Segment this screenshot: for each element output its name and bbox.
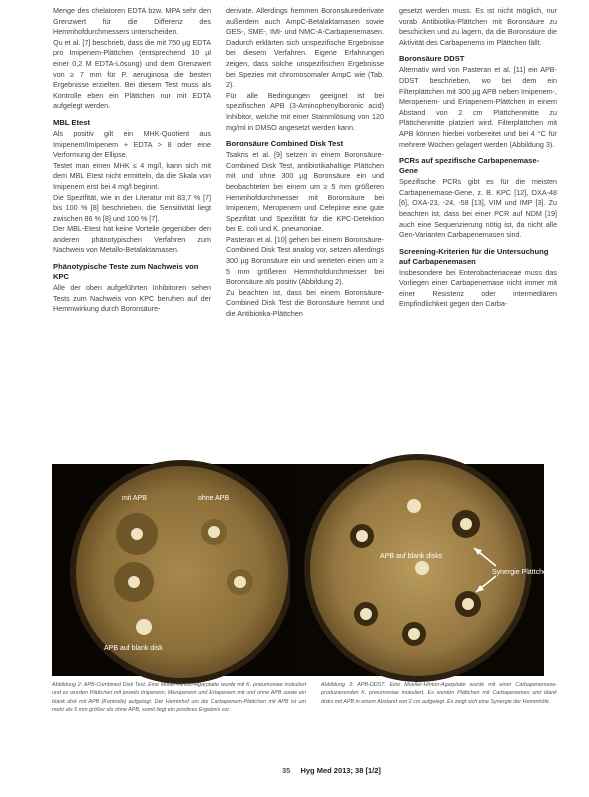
page-footer <box>282 766 381 775</box>
paragraph: Alle der oben aufgeführten Inhibitoren sehen Tests zum Nachweis von KPC beruhen auf der Hemmwirkung durch Boronsäure- <box>53 283 211 314</box>
section-heading: MBL Etest <box>53 117 90 127</box>
paragraph: Zu beachten ist, dass bei einem Boronsäure-Combined Disk Test die Boronsäure hemmt und die Antibiotika-Plättchen <box>226 287 384 319</box>
disk <box>462 598 474 610</box>
paragraph: Für alle Bedingungen geeignet ist bei spezifischen APB (3-Aminophenylboronic acid) Inhibitor, welche mit einer Stammlösung von 120 mg/ml in DMSO angesetzt werden kann. <box>226 90 384 132</box>
paragraph: Alternativ wird von Pasteran et al. [11] ein APB-DDST beschrieben, wo bei dem ein Filterplättchen mit 300 µg APB neben Imipenem-, Meropenem- und Ertapenem-Plättchen in einem Abstand von 2 cm Plättchenmitte zu Plättchenmitte platziert wird. Filterplättchen mit APB können hierbei vorbereitet und bei 4 °C für mehrere Wochen gelagert werden (Abbildung 3). <box>399 65 557 149</box>
disk <box>136 619 152 635</box>
figure-2-caption: Abbildung 2: APB-Combined Disk Test. Eine Muller-Hinton-Agarplatte wurde mit K. pneumoniae inokuliert und es wurden Plättchen mit jeweils Imipenem, Meropenem und Ertapenem mit und ohne APB sowie ein blank disk mit APB (Kontrolle) aufgelegt. Der Hemmhof um die Carbapenem-Plättchen mit APB ist um mehr als 5 mm größer als ohne APB, somit liegt ein positives Ergebnis vor. <box>52 682 306 713</box>
disk <box>128 576 140 588</box>
paragraph: Qu et al. [7] beschrieb, dass die mit 750 µg EDTA pro Imipenem-Plättchen (entsprechend 10 µl einer 0,2 M EDTA-Lösung) und dem Grenzwert von ≥ 7 mm für P. aeruginosa die besten Ergebnisse erzielten. Bei diesem Test muss als Kontrolle eben ein Plättchen nur mit EDTA aufgelegt werden. <box>53 37 211 111</box>
figure-2-photo <box>52 464 306 676</box>
paragraph: derivate. Allerdings hemmen Boronsäurederivate außerdem auch AmpC-Betalaktamasen sowie GES-, SME-, IMI- und NMC-A-Carbapenemasen. Dadurch erklärten sich unspezifische Ergebnisse bei diesem Verfahren. Eigene Erfahrungen zeigen, dass solche unspezifischen Ergebnisse bei Spezies mit chromosomaler AmpC wie (Tab. 2). <box>226 6 384 90</box>
disk <box>356 530 368 542</box>
paragraph: Pasteran et al. [10] gehen bei einem Boronsäure-Combined Disk Test analog vor, setzen allerdings 300 µg Boronsäure ein und werteten einen um ≥ 5 mm größeren Hemmhofdurchmesser bei Boronsäure als positiv (Abbildung 2). <box>226 234 384 287</box>
disk <box>208 526 220 538</box>
disk <box>131 528 143 540</box>
section-heading: Boronsäure DDST <box>399 54 465 64</box>
paragraph: Als positiv gilt ein MHK-Quotient aus Imipenem/Imipenem + EDTA > 8 oder eine Verformung der Ellipse. <box>53 128 211 160</box>
page-number: 35 <box>282 766 291 775</box>
section-heading: Screening-Kriterien für die Untersuchung auf Carbapenemasen <box>399 246 549 266</box>
paragraph: Spezifische PCRs gibt es für die meisten Carbapenemase-Gene, z. B. KPC [12], OXA-48 [6], OXA-23, -24, -58 [13], VIM und IMP [3]. Zu beachten ist, dass bei einer PCR auf NDM [19] auch eine Sequenzierung nötig ist, da nicht alle Gen-Varianten Carbapenemasen sind. <box>399 177 557 240</box>
figure-3-photo <box>290 464 551 676</box>
label-apb-blank-disks: APB auf blank disks <box>380 553 443 560</box>
label-ohne-apb: ohne APB <box>198 495 230 502</box>
disk <box>415 561 429 575</box>
disk <box>460 518 472 530</box>
paragraph: Tsakris et al. [9] setzen in einem Boronsäure-Combined Disk Test, antibiotikahaltige Plättchen mit und ohne 300 µg Boronsäure ein und beobachteten bei einem um ≥ 5 mm größeren Hemmhofdurchmesser mit Boronsäure bei Imipenem, Meropenem und Cefepime eine gute Spezifität und Spezifität für die KPC-Detektion bei E. coli und K. pneumoniae. <box>226 150 384 234</box>
figure-3-caption: Abbildung 3: APB-DDST. Eine Mueller-Hinton-Agarplatte wurde mit einer Carbapenemase-produzierenden K. pneumoniae inokuliert. Es wurden Plättchen mit Carbapenemen und blank disks mit APB in einem Abstand von 2 cm aufgelegt. Es zeigt sich eine Synergie der Hemmhöfe. <box>321 682 557 705</box>
disk <box>360 608 372 620</box>
disk <box>408 628 420 640</box>
label-synergie: Synergie Plättchen <box>492 569 551 576</box>
paragraph: Der MBL-Etest hat keine Vorteile gegenüber den anderen phänotypischen Verfahren zum Nachweis von Metallo-Betalaktamasen. <box>53 224 211 255</box>
paragraph: Menge des chelatoren EDTA bzw. MPA sehr den Grenzwert für die Differenz des Hemmhofdurchmessers unterscheiden. <box>53 6 211 37</box>
text-column-2 <box>226 6 384 320</box>
label-apb-blank-disk: APB auf blank disk <box>104 645 163 652</box>
section-heading: Boronsäure Combined Disk Test <box>226 139 344 149</box>
paragraph: Testet man einen MHK ≤ 4 mg/l, kann sich mit dem MBL Etest nicht ermitteln, da die Skala von Imipenem erst bei 4 mg/l beginnt. <box>53 160 211 191</box>
text-column-1 <box>53 6 211 315</box>
agar-plate-image <box>52 464 306 676</box>
journal-citation: Hyg Med 2013; 38 [1/2] <box>300 766 381 775</box>
text-column-3 <box>399 6 557 310</box>
paragraph: Insbesondere bei Enterobacteriaceae muss das Vorliegen einer Carbapenemase nicht immer mit einer Resistenz oder intermediären Empfindlichkeit gegen den Carba- <box>399 267 557 309</box>
agar-plate-image <box>290 464 551 676</box>
paragraph: Die Spezifität, wie in der Literatur mit 83,7 % [7] bis 100 % [8] beschrieben, die Sensitivität liegt zwischen 86 % [8] und 100 % [7]. <box>53 192 211 223</box>
paragraph: gesetzt werden muss. Es ist nicht möglich, nur vorab Antibiotika-Plättchen mit Boronsäure zu beschicken und zu lagern, da die Boronsäure die Aktivität des Carbapenems im Plättchen fällt. <box>399 6 557 47</box>
section-heading: PCRs auf spezifische Carbapenemase-Gene <box>399 156 540 176</box>
section-heading: Phänotypische Teste zum Nachweis von KPC <box>53 262 199 282</box>
disk <box>407 499 421 513</box>
label-mit-apb: mit APB <box>122 495 147 502</box>
disk <box>234 576 246 588</box>
